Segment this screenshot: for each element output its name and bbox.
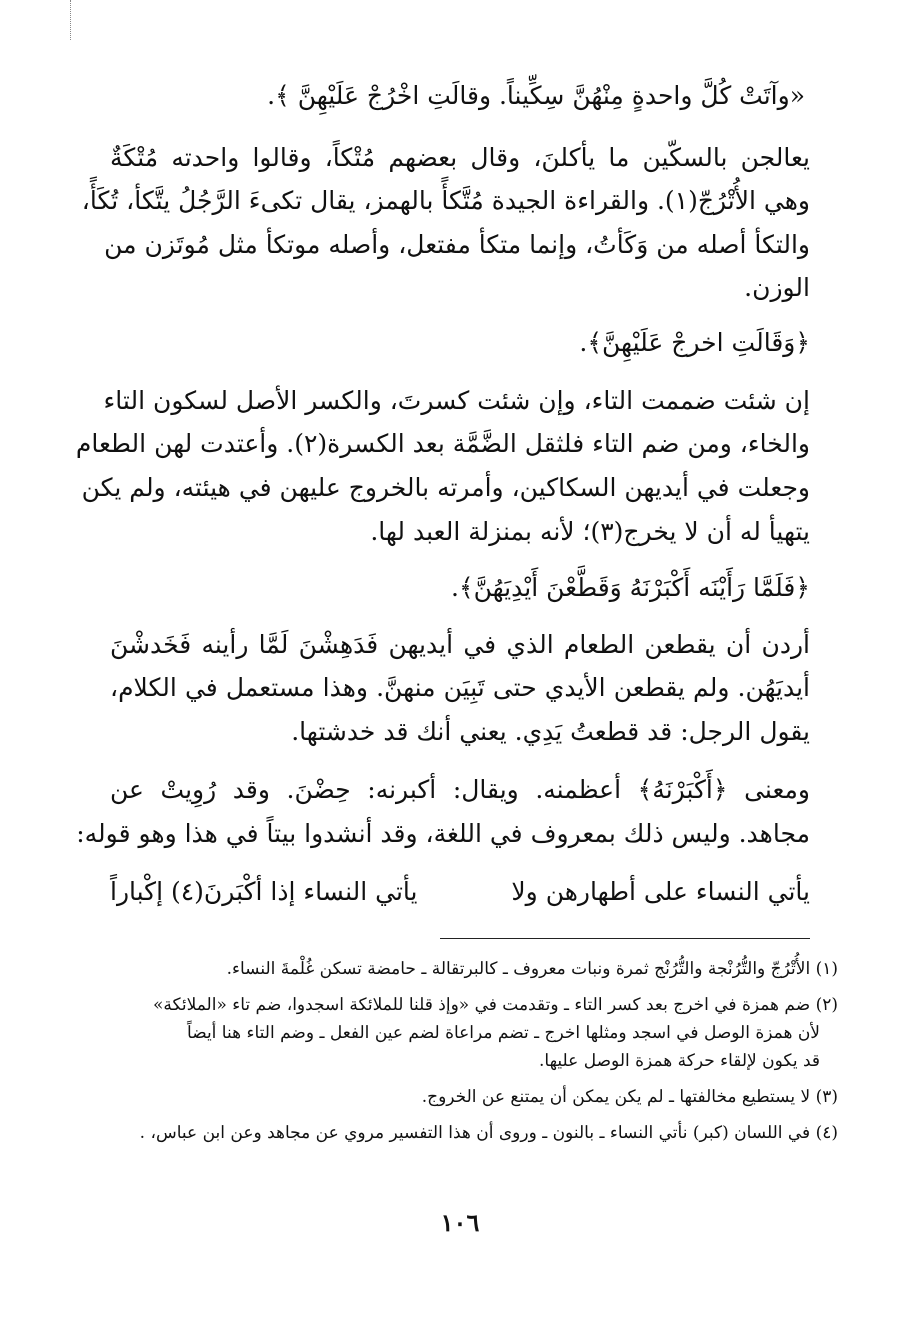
text-line-16: مجاهد. وليس ذلك بمعروف في اللغة، وقد أنشدوا بيتاً في هذا وهو قوله: <box>76 819 810 848</box>
text-line-14: يقول الرجل: قد قطعتُ يَدِي. يعني أنك قد خدشتها. <box>291 717 810 746</box>
quran-quote-1: ﴿وَقَالَتِ اخرجْ عَلَيْهِنَّ﴾. <box>579 328 810 357</box>
text-line-3: وهي الأُتْرُجّ(١). والقراءة الجيدة مُتَّكأً بالهمز، يقال تكىءَ الرَّجُلُ يتَّكأ، تُكَأً، <box>81 186 810 215</box>
text-line-7: إن شئت ضممت التاء، وإن شئت كسرتَ، والكسر الأصل لسكون التاء <box>103 386 810 415</box>
text-line-10: يتهيأ له أن لا يخرج(٣)؛ لأنه بمنزلة العبد لها. <box>370 517 810 546</box>
footnote-2-cont-1: لأن همزة الوصل في اسجد ومثلها اخرج ـ تضم مراعاة لضم عين الفعل ـ وضم التاء هنا أيضاً <box>187 1023 820 1043</box>
verse-hemistich-2: يأتي النساء إذا أكْبَرنَ(٤) إكْباراً <box>110 877 418 906</box>
text-line-1: «وآتَتْ كُلَّ واحدةٍ مِنْهُنَّ سِكِّيناً. وقالَتِ اخْرُجْ عَلَيْهِنَّ ﴾. <box>267 81 805 110</box>
footnote-1: (١) الأُتْرُجّ والتُّرُنْجة والتُّرُنْج ثمرة ونبات معروف ـ كالبرتقالة ـ حامضة تسكن غُلْمةَ النساء. <box>226 959 838 979</box>
footnote-4: (٤) في اللسان (كبر) نأتي النساء ـ بالنون ـ وروى أن هذا التفسير مروي عن مجاهد وعن ابن عباس، . <box>139 1123 838 1143</box>
text-line-15: ومعنى ﴿أَكْبَرْنَهُ﴾ أعظمنه. ويقال: أكبرنه: حِضْنَ. وقد رُوِيتْ عن <box>110 775 810 804</box>
footnote-2-cont-2: قد يكون لإلقاء حركة همزة الوصل عليها. <box>539 1051 820 1071</box>
verse-hemistich-1: يأتي النساء على أطهارهن ولا <box>511 877 810 906</box>
text-line-4: والتكأ أصله من وَكَأتُ، وإنما متكأ مفتعل، وأصله موتكأ مثل مُوتَزن من <box>104 230 810 259</box>
footnote-2: (٢) ضم همزة في اخرج بعد كسر التاء ـ وتقدمت في «وإذ قلنا للملائكة اسجدوا، ضم تاء «الملائكة» <box>152 995 838 1015</box>
text-line-13: أيديَهُن. ولم يقطعن الأيدي حتى تَبِيَن منهنَّ. وهذا مستعمل في الكلام، <box>110 673 810 702</box>
text-line-5: الوزن. <box>744 273 810 302</box>
text-line-2: يعالجن بالسكّين ما يأكلنَ، وقال بعضهم مُتْكاً، وقالوا واحدته مُتْكَةٌ <box>110 143 810 172</box>
scan-edge-marks <box>70 0 73 40</box>
text-line-9: وجعلت في أيديهن السكاكين، وأمرته بالخروج عليهن في هيئته، ولم يكن <box>81 473 810 502</box>
text-line-8: والخاء، ومن ضم التاء فلثقل الضَّمَّة بعد الكسرة(٢). وأعتدت لهن الطعام <box>75 429 810 458</box>
quran-quote-2: ﴿فَلَمَّا رَأَيْنَه أَكْبَرْنَهُ وَقَطَّعْنَ أَيْدِيَهُنَّ﴾. <box>451 573 810 602</box>
footnote-3: (٣) لا يستطيع مخالفتها ـ لم يكن يمكن أن يمتنع عن الخروج. <box>421 1087 838 1107</box>
page-number: ١٠٦ <box>440 1208 480 1237</box>
footnote-separator <box>440 938 810 939</box>
text-line-12: أردن أن يقطعن الطعام الذي في أيديهن فَدَهِشْنَ لَمَّا رأينه فَخَدشْنَ <box>110 630 810 659</box>
